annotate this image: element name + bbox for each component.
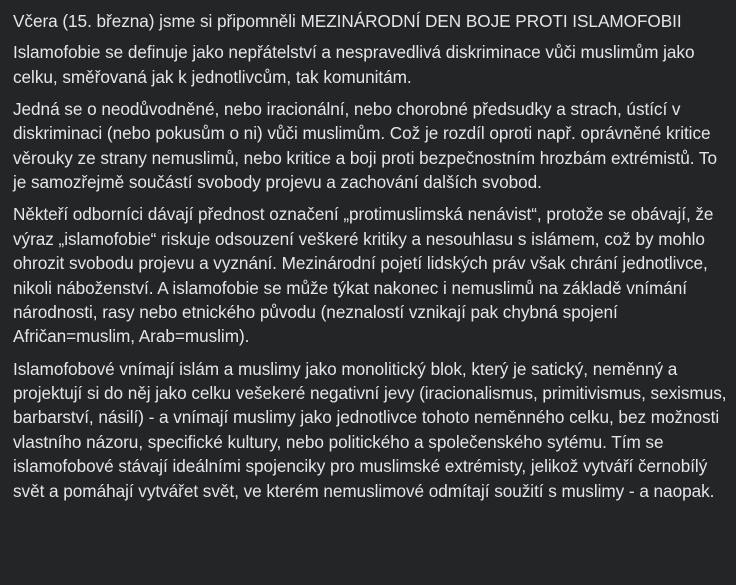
post-paragraph-1: Islamofobie se definuje jako nepřátelství a nespravedlivá diskriminace vůči muslimům jako celku, směřovaná jak k jednotlivcům, tak komunitám. bbox=[13, 42, 695, 87]
post-text bbox=[13, 9, 729, 511]
post-paragraph-3: Někteří odborníci dávají přednost označení „protimuslimská nenávist“, protože se obávají, že výraz „islamofobie“ riskuje odsouzení veškeré kritiky a nesouhlasu s islámem, což by mohlo ohrozit svobodu projevu a vyznání. Mezinárodní pojetí lidských práv však chrání jednotlivce, nikoli náboženství. A islamofobie se může týkat nakonec i nemuslimů na základě vnímání národnosti, rasy nebo etnického původu (neznalostí vznikají pak chybná spojení Afričan=muslim, Arab=muslim). bbox=[13, 204, 714, 347]
post-paragraph-2: Jedná se o neodůvodněné, nebo iracionální, nebo chorobné předsudky a strach, ústící v diskriminaci (nebo pokusům o ni) vůči muslimům. Což je rozdíl oproti např. oprávněné kritice věrouky ze strany nemuslimů, nebo kritice a boji proti bezpečnostním hrozbám extrémistů. To je samozřejmě součástí svobody projevu a zachování dalších svobod. bbox=[13, 99, 717, 193]
post-paragraph-4: Islamofobové vnímají islám a muslimy jako monolitický blok, který je satický, neměnný a projektují si do něj jako celku vešekeré negativní jevy (iracionalismus, primitivismus, sexismus, barbarství, násilí) - a vnímají muslimy jako jednotlivce tohoto neměnného celku, bez možnosti vlastního názoru, specifické kultury, nebo politického a společenského sytému. Tím se islamofobové stávají ideálními spojenciky pro muslimské extrémisty, jelikož vytváří černobílý svět a pomáhají vytvářet svět, ve kterém nemuslimové odmítají soužití s muslimy - a naopak. bbox=[13, 358, 727, 501]
post-title: Včera (15. března) jsme si připomněli MEZINÁRODNÍ DEN BOJE PROTI ISLAMOFOBII bbox=[13, 11, 682, 31]
